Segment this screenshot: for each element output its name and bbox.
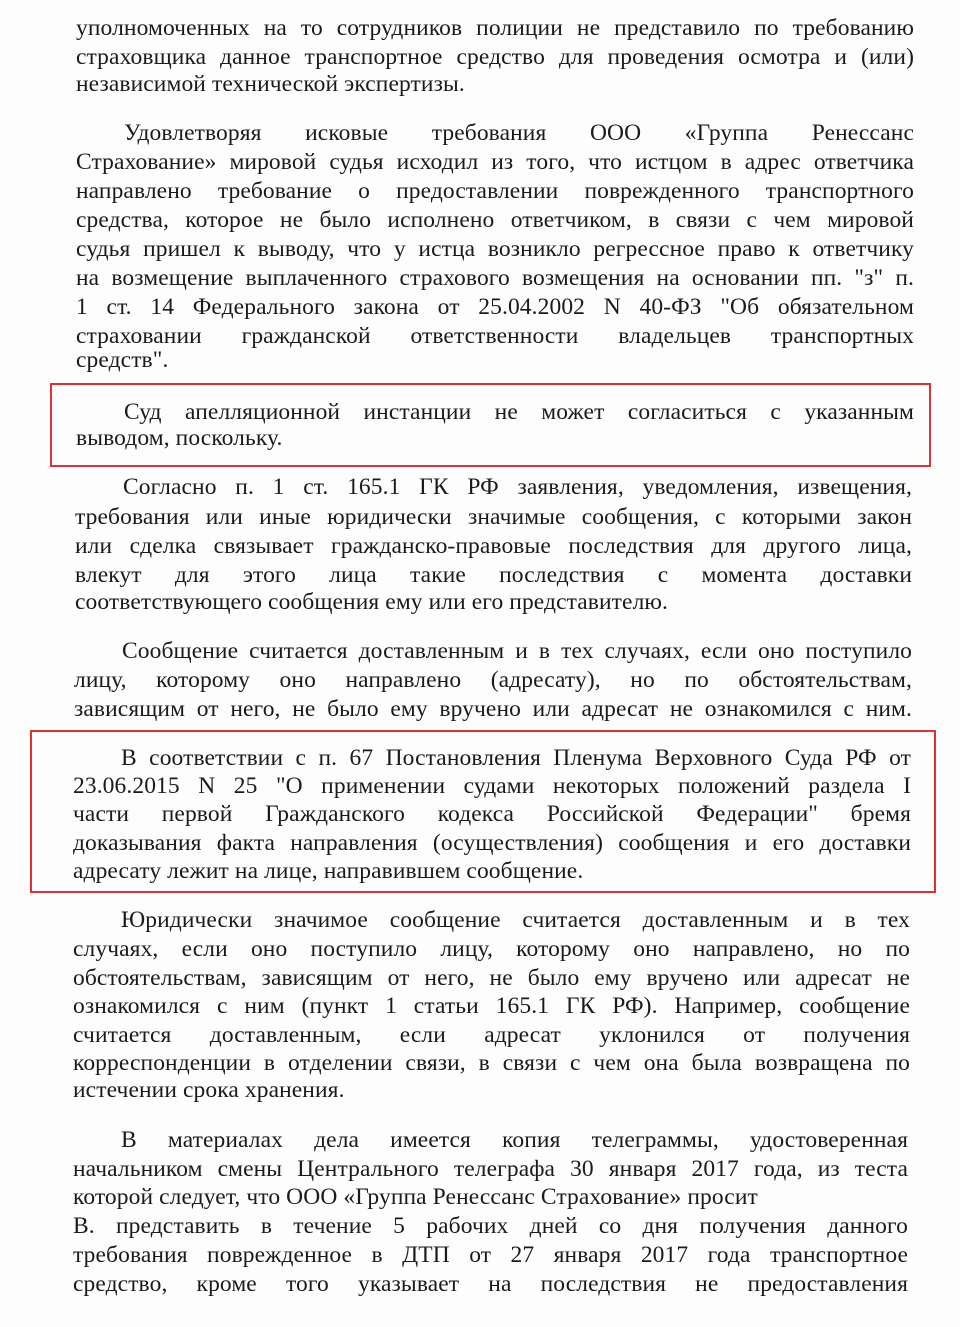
paragraph-5-line: лицу, которому оно направлено (адресату), но по обстоятельствам, [74,667,912,693]
paragraph-6-line: адресату лежит на лице, направившем сообщение. [73,858,584,884]
paragraph-6-line: 23.06.2015 N 25 "О применении судами некоторых положений раздела I [73,773,911,799]
paragraph-7-line: обстоятельствам, зависящим от него, не было ему вручено или адресат не [73,965,910,991]
paragraph-2-line: средства, которое не было исполнено ответчиком, в связи с чем мировой [76,207,914,233]
paragraph-7-line: случаях, если оно поступило лицу, которому оно направлено, но по [73,936,910,962]
paragraph-3-line: Суд апелляционной инстанции не может согласиться с указанным [124,399,914,425]
paragraph-6-line: доказывания факта направления (осуществления) сообщения и его доставки [73,830,911,856]
paragraph-8-line: В. представить в течение 5 рабочих дней со дня получения данного [73,1213,908,1239]
paragraph-2-line: средств". [76,347,169,373]
paragraph-7-line: Юридически значимое сообщение считается доставленным и в тех [121,907,910,933]
paragraph-7-line: считается доставленным, если адресат уклонился от получения [73,1022,910,1048]
paragraph-4-line: или сделка связывает гражданско-правовые последствия для другого лица, [75,533,912,559]
paragraph-2-line: страховании гражданской ответственности владельцев транспортных [76,323,914,349]
paragraph-8-line: В материалах дела имеется копия телеграммы, удостоверенная [121,1127,908,1153]
paragraph-4-line: соответствующего сообщения ему или его представителю. [75,589,669,615]
paragraph-2-line: направлено требование о предоставлении поврежденного транспортного [76,178,914,204]
paragraph-8-line: требования поврежденное в ДТП от 27 января 2017 года транспортное [73,1242,908,1268]
paragraph-4-line: требования или иные юридически значимые сообщения, с которыми закон [75,504,912,530]
paragraph-1-line: уполномоченных на то сотрудников полиции не представило по требованию [76,15,914,41]
paragraph-5-line: Сообщение считается доставленным и в тех случаях, если оно поступило [122,638,912,664]
paragraph-8-line: средство, кроме того указывает на последствия не предоставления [73,1271,908,1297]
paragraph-3-line: выводом, поскольку. [76,425,283,451]
paragraph-5-line: зависящим от него, не было ему вручено или адресат не ознакомился с ним. [74,696,912,722]
paragraph-4-line: влекут для этого лица такие последствия с момента доставки [75,562,912,588]
paragraph-2-line: судья пришел к выводу, что у истца возникло регрессное право к ответчику [76,236,914,262]
paragraph-1-line: страховщика данное транспортное средство для проведения осмотра и (или) [76,44,914,70]
paragraph-8-line: начальником смены Центрального телеграфа 30 января 2017 года, из теста [73,1156,908,1182]
paragraph-8-line: которой следует, что ООО «Группа Ренессанс Страхование» просит [73,1184,758,1210]
paragraph-6-line: В соответствии с п. 67 Постановления Пленума Верховного Суда РФ от [121,745,911,771]
paragraph-2-line: Страхование» мировой судья исходил из того, что истцом в адрес ответчика [76,149,914,175]
paragraph-4-line: Согласно п. 1 ст. 165.1 ГК РФ заявления, уведомления, извещения, [123,474,912,500]
paragraph-2-line: Удовлетворяя исковые требования ООО «Группа Ренессанс [124,120,914,146]
paragraph-7-line: ознакомился с ним (пункт 1 статьи 165.1 ГК РФ). Например, сообщение [73,993,910,1019]
paragraph-7-line: корреспонденции в отделении связи, в связи с чем она была возвращена по [73,1050,910,1076]
paragraph-2-line: 1 ст. 14 Федерального закона от 25.04.2002 N 40-ФЗ "Об обязательном [76,294,914,320]
paragraph-7-line: истечении срока хранения. [73,1077,345,1103]
paragraph-6-line: части первой Гражданского кодекса Российской Федерации" бремя [73,801,911,827]
paragraph-2-line: на возмещение выплаченного страхового возмещения на основании пп. "з" п. [76,265,914,291]
paragraph-1-line: независимой технической экспертизы. [76,71,465,97]
